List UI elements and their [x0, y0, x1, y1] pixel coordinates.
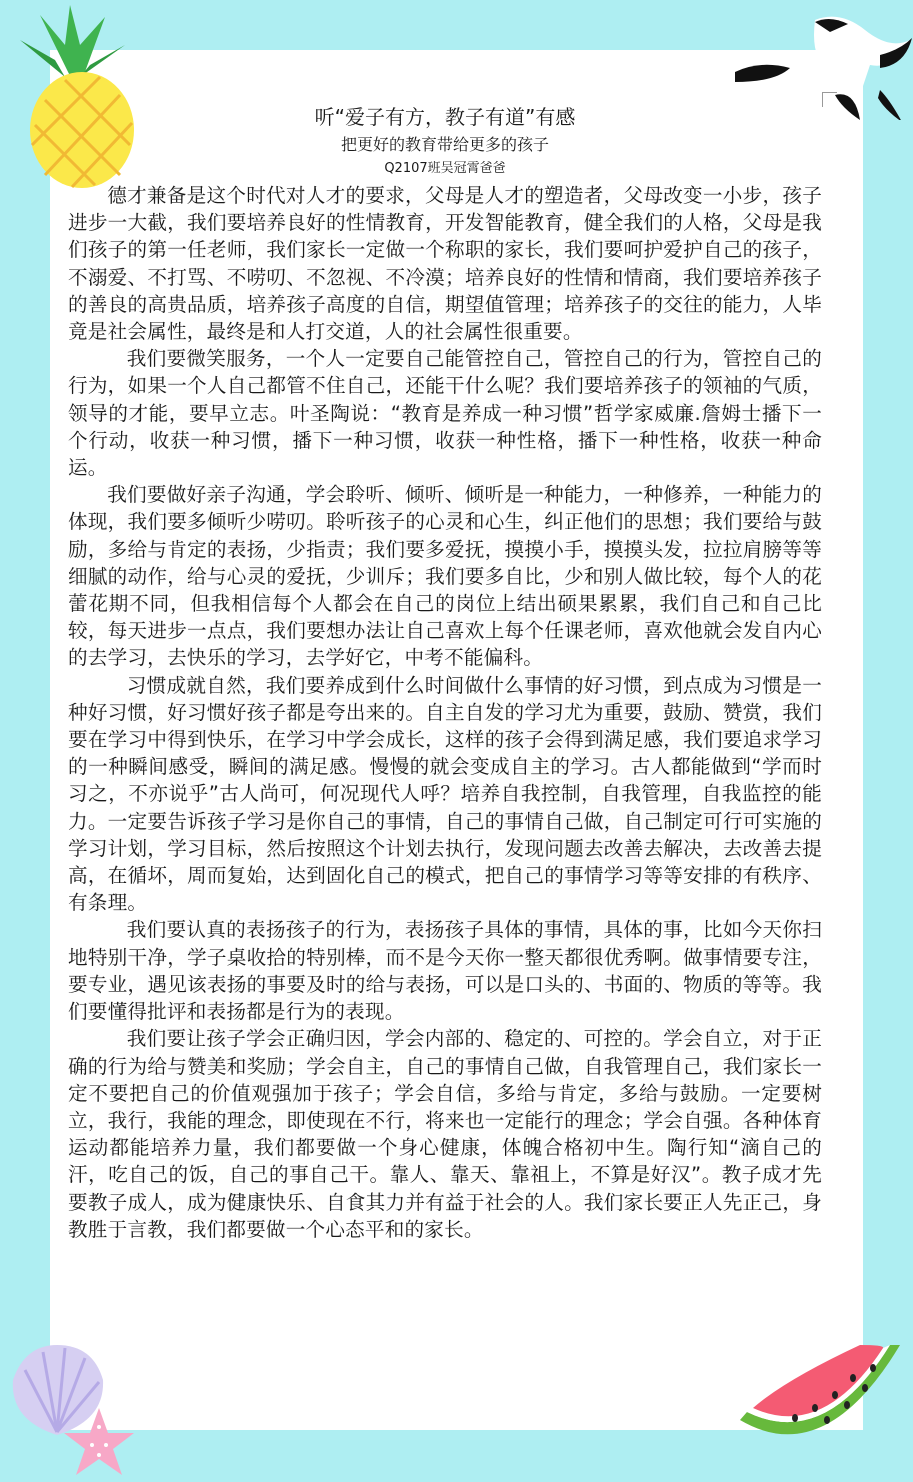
- paragraph-5: 我们要认真的表扬孩子的行为，表扬孩子具体的事情，具体的事，比如今天你扫地特别干净，学子桌收拾的特别棒，而不是今天你一整天都很优秀啊。做事情要专注，要专业，遇见该表扬的事要及时的给与表扬，可以是口头的、书面的、物质的等等。我们要懂得批评和表扬都是行为的表现。: [68, 918, 822, 1024]
- seagull-icon: [730, 10, 913, 120]
- starfish-icon: [62, 1405, 137, 1480]
- paragraph-2: 我们要微笑服务，一个人一定要自己能管控自己，管控自己的行为，管控自己的行为，如果一个人自己都管不住自己，还能干什么呢？我们要培养孩子的领袖的气质，领导的才能，要早立志。叶圣陶说：“教育是养成一种习惯”哲学家威廉.詹姆士播下一个行动，收获一种习惯，播下一种习惯，收获一种性格，播下一种性格，收获一种命运。: [68, 347, 822, 480]
- watermelon-icon: [735, 1340, 905, 1460]
- paragraph-6: 我们要让孩子学会正确归因，学会内部的、稳定的、可控的。学会自立，对于正确的行为给与赞美和奖励；学会自主，自己的事情自己做，自我管理自己，我们家长一定不要把自己的价值观强加于孩子；学会自信，多给与肯定，多给与鼓励。一定要树立，我行，我能的理念，即使现在不行，将来也一定能行的理念；学会自强。各种体育运动都能培养力量，我们都要做一个身心健康，体魄合格初中生。陶行知“滴自己的汗，吃自己的饭，自己的事自己干。靠人、靠天、靠祖上，不算是好汉”。教子成才先要教子成人，成为健康快乐、自食其力并有益于社会的人。我们家长要正人先正己，身教胜于言教，我们都要做一个心态平和的家长。: [68, 1027, 822, 1241]
- document-body: [68, 102, 822, 1243]
- paragraph-3: 我们要做好亲子沟通，学会聆听、倾听、倾听是一种能力，一种修养，一种能力的体现，我们要多倾听少唠叨。聆听孩子的心灵和心生，纠正他们的思想；我们要给与鼓励，多给与肯定的表扬，少指责；我们要多爱抚，摸摸小手，摸摸头发，拉拉肩膀等等细腻的动作，给与心灵的爱抚，少训斥；我们要多自比，少和别人做比较，每个人的花蕾花期不同，但我相信每个人都会在自己的岗位上结出硕果累累，我们自己和自己比较，每天进步一点点，我们要想办法让自己喜欢上每个任课老师，喜欢他就会发自内心的去学习，去快乐的学习，去学好它，中考不能偏科。: [68, 483, 822, 670]
- paragraph-1: 德才兼备是这个时代对人才的要求，父母是人才的塑造者，父母改变一小步，孩子进步一大截，我们要培养良好的性情教育，开发智能教育，健全我们的人格，父母是我们孩子的第一任老师，我们家长一定做一个称职的家长，我们要呵护爱护自己的孩子，不溺爱、不打骂、不唠叨、不忽视、不冷漠；培养良好的性情和情商，我们要培养孩子的善良的高贵品质，培养孩子高度的自信，期望值管理；培养孩子的交往的能力，人毕竟是社会属性，最终是和人打交道，人的社会属性很重要。: [68, 184, 822, 344]
- paragraph-4: 习惯成就自然，我们要养成到什么时间做什么事情的好习惯，到点成为习惯是一种好习惯，好习惯好孩子都是夸出来的。自主自发的学习尤为重要，鼓励、赞赏，我们要在学习中得到快乐，在学习中学会成长，这样的孩子会得到满足感，我们要追求学习的一种瞬间感受，瞬间的满足感。慢慢的就会变成自主的学习。古人都能做到“学而时习之，不亦说乎”古人尚可，何况现代人呼？培养自我控制，自我管理，自我监控的能力。一定要告诉孩子学习是你自己的事情，自己的事情自己做，自己制定可行可实施的学习计划，学习目标，然后按照这个计划去执行，发现问题去改善去解决，去改善去提高，在循坏，周而复始，达到固化自己的模式，把自己的事情学习等等安排的有秩序、有条理。: [68, 673, 822, 915]
- document-author: Q2107班吴冠霄爸爸: [384, 161, 506, 176]
- pineapple-icon: [10, 5, 135, 190]
- document-title: 听“爱子有方，教子有道”有感: [314, 105, 576, 129]
- document-subtitle: 把更好的教育带给更多的孩子: [340, 135, 549, 154]
